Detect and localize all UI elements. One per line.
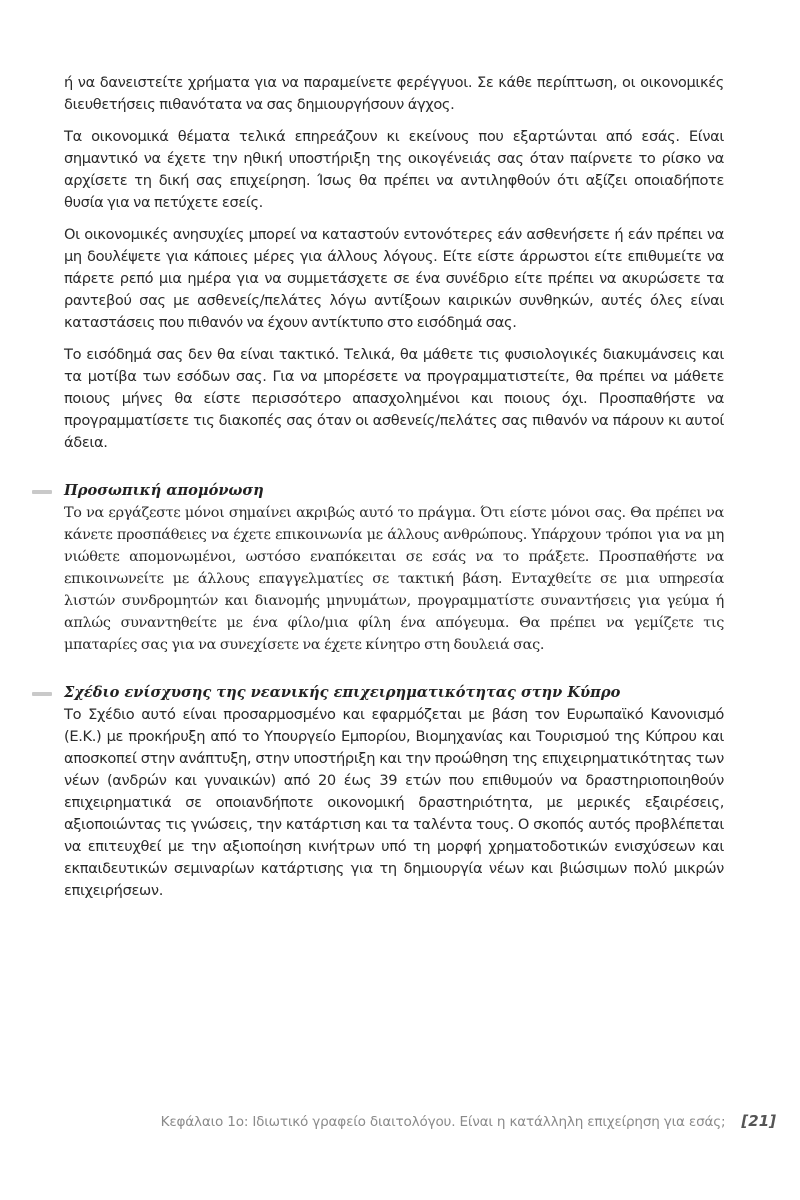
section-bullet-icon [32,692,52,696]
page-footer [0,1112,776,1130]
section-title-plan: Σχέδιο ενίσχυσης της νεανικής επιχειρηματικότητας στην Κύπρο [64,684,621,701]
paragraph-1: ή να δανειστείτε χρήματα για να παραμείνετε φερέγγυοι. Σε κάθε περίπτωση, οι οικονομικές διευθετήσεις πιθανότατα να σας δημιουργήσουν άγχος. [64,74,724,113]
paragraph-4: Το εισόδημά σας δεν θα είναι τακτικό. Τελικά, θα μάθετε τις φυσιολογικές διακυμάνσεις και τα μοτίβα των εσόδων σας. Για να μπορέσετε να προγραμματιστείτε, θα πρέπει να μάθετε ποιους μήνες θα είστε περισσότερο απασχολημένοι και ποιους όχι. Προσπαθήστε να προγραμματίσετε τις διακοπές σας όταν οι ασθενείς/πελάτες σας πιθανόν να πάρουν κι αυτοί άδεια. [64,346,724,451]
section-personal-isolation [64,480,724,656]
section-youth-entrepreneurship-plan [64,682,724,902]
section-bullet-icon [32,490,52,494]
paragraph-3: Οι οικονομικές ανησυχίες μπορεί να καταστούν εντονότερες εάν ασθενήσετε ή εάν πρέπει να μη δουλέψετε για κάποιες μέρες για άλλους λόγους. Είτε είστε άρρωστοι είτε επιθυμείτε να πάρετε ρεπό μια ημέρα για να συμμετάσχετε σε ένα συνέδριο είτε πρέπει να ακυρώσετε τα ραντεβού σας με ασθενείς/πελάτες λόγω αντίξοων καιρικών συνθηκών, αυτές όλες είναι καταστάσεις που πιθανόν να έχουν αντίκτυπο στο εισόδημά σας. [64,226,724,331]
paragraph-2: Τα οικονομικά θέματα τελικά επηρεάζουν κι εκείνους που εξαρτώνται από εσάς. Είναι σημαντικό να έχετε την ηθική υποστήριξη της οικογένειάς σας όταν παίρνετε το ρίσκο να αρχίσετε τη δική σας επιχείρηση. Ίσως θα πρέπει να αντιληφθούν ότι αξίζει οποιαδήποτε θυσία για να πετύχετε εσείς. [64,128,724,211]
section-title-isolation: Προσωπική απομόνωση [64,482,264,499]
footer-chapter-title: Κεφάλαιο 1ο: Ιδιωτικό γραφείο διαιτολόγου. Είναι η κατάλληλη επιχείρηση για εσάς; [160,1114,726,1130]
section-body-isolation: Το να εργάζεστε μόνοι σημαίνει ακριβώς αυτό το πράγμα. Ότι είστε μόνοι σας. Θα πρέπει να κάνετε προσπάθειες να έχετε επικοινωνία με άλλους ανθρώπους. Υπάρχουν τρόποι για να μη νιώθετε απομονωμένοι, ωστόσο εναπόκειται σε εσάς να το πράξετε. Προσπαθήστε να επικοινωνείτε με άλλους επαγγελματίες σε τακτική βάση. Ενταχθείτε σε μια υπηρεσία λιστών συνδρομητών και διανομής μηνυμάτων, προγραμματίστε συναντήσεις για γεύμα ή απλώς συναντηθείτε με ένα φίλο/μια φίλη ένα απόγευμα. Θα πρέπει να γεμίζετε τις μπαταρίες σας για να συνεχίσετε να έχετε κίνητρο στη δουλειά σας. [64,505,724,653]
page-number: [21] [741,1112,776,1130]
section-body-plan: Το Σχέδιο αυτό είναι προσαρμοσμένο και εφαρμόζεται με βάση τον Ευρωπαϊκό Κανονισμό (Ε.Κ.) με προκήρυξη από το Υπουργείο Εμπορίου, Βιομηχανίας και Τουρισμού της Κύπρου και αποσκοπεί στην ανάπτυξη, στην υποστήριξη και την προώθηση της επιχειρηματικότητας των νέων (ανδρών και γυναικών) από 20 έως 39 ετών που επιθυμούν να δραστηριοποιηθούν επιχειρηματικά σε οποιανδήποτε οικονομική δραστηριότητα, με μερικές εξαιρέσεις, αξιοποιώντας τις γνώσεις, την κατάρτιση και τα ταλέντα τους. Ο σκοπός αυτός προβλέπεται να επιτευχθεί με την αξιοποίηση κινήτρων υπό τη μορφή χρηματοδοτικών ενισχύσεων και εκπαιδευτικών σεμιναρίων κατάρτισης για τη δημιουργία νέων και βιώσιμων πολύ μικρών επιχειρήσεων. [64,706,724,899]
page-content [64,72,724,902]
